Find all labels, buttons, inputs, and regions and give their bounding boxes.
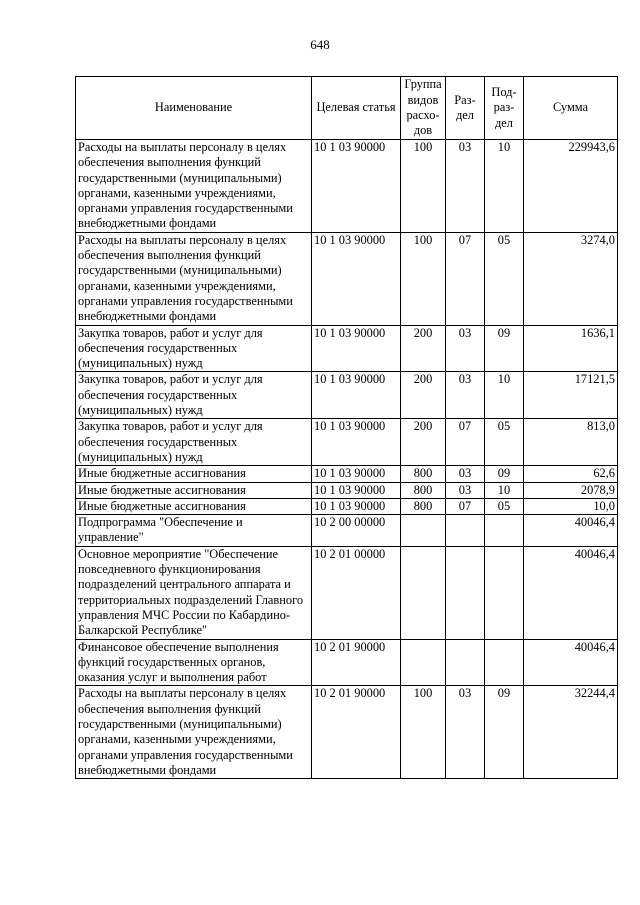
row-target-article: 10 1 03 90000 — [312, 419, 401, 466]
header-expense-group: Группа видов расхо-дов — [401, 77, 446, 140]
row-name: Закупка товаров, работ и услуг для обеспечения государственных (муниципальных) нужд — [76, 372, 312, 419]
row-expense-group — [401, 546, 446, 639]
row-expense-group: 100 — [401, 686, 446, 779]
row-name: Подпрограмма "Обеспечение и управление" — [76, 515, 312, 547]
row-name: Закупка товаров, работ и услуг для обеспечения государственных (муниципальных) нужд — [76, 419, 312, 466]
row-expense-group: 200 — [401, 372, 446, 419]
header-section: Раз-дел — [446, 77, 485, 140]
header-name: Наименование — [76, 77, 312, 140]
row-name: Расходы на выплаты персоналу в целях обеспечения выполнения функций государственными (муниципальными) органами, казенными учреждениями, органами управления государственными внебюджетными фондами — [76, 232, 312, 325]
table-row — [76, 372, 618, 419]
row-amount: 10,0 — [524, 498, 618, 514]
row-expense-group: 200 — [401, 419, 446, 466]
table-row — [76, 140, 618, 233]
row-name: Расходы на выплаты персоналу в целях обеспечения выполнения функций государственными (муниципальными) органами, казенными учреждениями, органами управления государственными внебюджетными фондами — [76, 140, 312, 233]
row-amount: 40046,4 — [524, 515, 618, 547]
row-name: Расходы на выплаты персоналу в целях обеспечения выполнения функций государственными (муниципальными) органами, казенными учреждениями, органами управления государственными внебюджетными фондами — [76, 686, 312, 779]
row-section — [446, 639, 485, 686]
row-amount: 40046,4 — [524, 546, 618, 639]
row-subsection: 09 — [485, 686, 524, 779]
row-subsection: 10 — [485, 482, 524, 498]
header-amount: Сумма — [524, 77, 618, 140]
row-expense-group: 800 — [401, 482, 446, 498]
table-row — [76, 482, 618, 498]
table-header-row — [76, 77, 618, 140]
budget-table — [75, 76, 618, 779]
row-target-article: 10 1 03 90000 — [312, 466, 401, 482]
row-subsection — [485, 515, 524, 547]
row-amount: 32244,4 — [524, 686, 618, 779]
row-subsection: 05 — [485, 419, 524, 466]
row-subsection: 05 — [485, 498, 524, 514]
row-section: 07 — [446, 232, 485, 325]
row-expense-group — [401, 639, 446, 686]
header-target-article: Целевая статья — [312, 77, 401, 140]
row-section: 03 — [446, 482, 485, 498]
row-section: 03 — [446, 686, 485, 779]
row-name: Основное мероприятие "Обеспечение повседневного функционирования подразделений центрального аппарата и территориальных подразделений Главного управления МЧС России по Кабардино-Балкарской Республике" — [76, 546, 312, 639]
row-expense-group: 800 — [401, 466, 446, 482]
row-name: Закупка товаров, работ и услуг для обеспечения государственных (муниципальных) нужд — [76, 325, 312, 372]
row-target-article: 10 2 01 90000 — [312, 639, 401, 686]
row-expense-group: 100 — [401, 140, 446, 233]
row-name: Иные бюджетные ассигнования — [76, 498, 312, 514]
row-amount: 62,6 — [524, 466, 618, 482]
row-target-article: 10 1 03 90000 — [312, 498, 401, 514]
row-section: 03 — [446, 140, 485, 233]
row-target-article: 10 1 03 90000 — [312, 325, 401, 372]
row-target-article: 10 1 03 90000 — [312, 372, 401, 419]
row-section: 07 — [446, 419, 485, 466]
page-number: 648 — [310, 37, 330, 52]
row-target-article: 10 1 03 90000 — [312, 140, 401, 233]
row-target-article: 10 2 01 90000 — [312, 686, 401, 779]
row-section — [446, 546, 485, 639]
row-subsection — [485, 546, 524, 639]
row-amount: 1636,1 — [524, 325, 618, 372]
row-section: 03 — [446, 372, 485, 419]
row-subsection — [485, 639, 524, 686]
row-name: Иные бюджетные ассигнования — [76, 482, 312, 498]
row-expense-group — [401, 515, 446, 547]
table-row — [76, 546, 618, 639]
row-subsection: 10 — [485, 372, 524, 419]
row-expense-group: 200 — [401, 325, 446, 372]
table-row — [76, 515, 618, 547]
row-subsection: 09 — [485, 325, 524, 372]
table-row — [76, 639, 618, 686]
table-row — [76, 466, 618, 482]
row-target-article: 10 1 03 90000 — [312, 482, 401, 498]
row-subsection: 10 — [485, 140, 524, 233]
row-subsection: 05 — [485, 232, 524, 325]
table-row — [76, 686, 618, 779]
row-target-article: 10 1 03 90000 — [312, 232, 401, 325]
row-amount: 2078,9 — [524, 482, 618, 498]
row-name: Иные бюджетные ассигнования — [76, 466, 312, 482]
row-expense-group: 100 — [401, 232, 446, 325]
row-amount: 229943,6 — [524, 140, 618, 233]
table-row — [76, 232, 618, 325]
table-body — [76, 140, 618, 779]
header-subsection: Под-раз-дел — [485, 77, 524, 140]
row-target-article: 10 2 00 00000 — [312, 515, 401, 547]
row-amount: 3274,0 — [524, 232, 618, 325]
row-section: 03 — [446, 466, 485, 482]
table-row — [76, 325, 618, 372]
row-amount: 40046,4 — [524, 639, 618, 686]
row-expense-group: 800 — [401, 498, 446, 514]
row-amount: 17121,5 — [524, 372, 618, 419]
row-name: Финансовое обеспечение выполнения функций государственных органов, оказания услуг и выполнения работ — [76, 639, 312, 686]
table-row — [76, 419, 618, 466]
row-amount: 813,0 — [524, 419, 618, 466]
row-section: 07 — [446, 498, 485, 514]
row-subsection: 09 — [485, 466, 524, 482]
row-section: 03 — [446, 325, 485, 372]
row-section — [446, 515, 485, 547]
table-row — [76, 498, 618, 514]
row-target-article: 10 2 01 00000 — [312, 546, 401, 639]
